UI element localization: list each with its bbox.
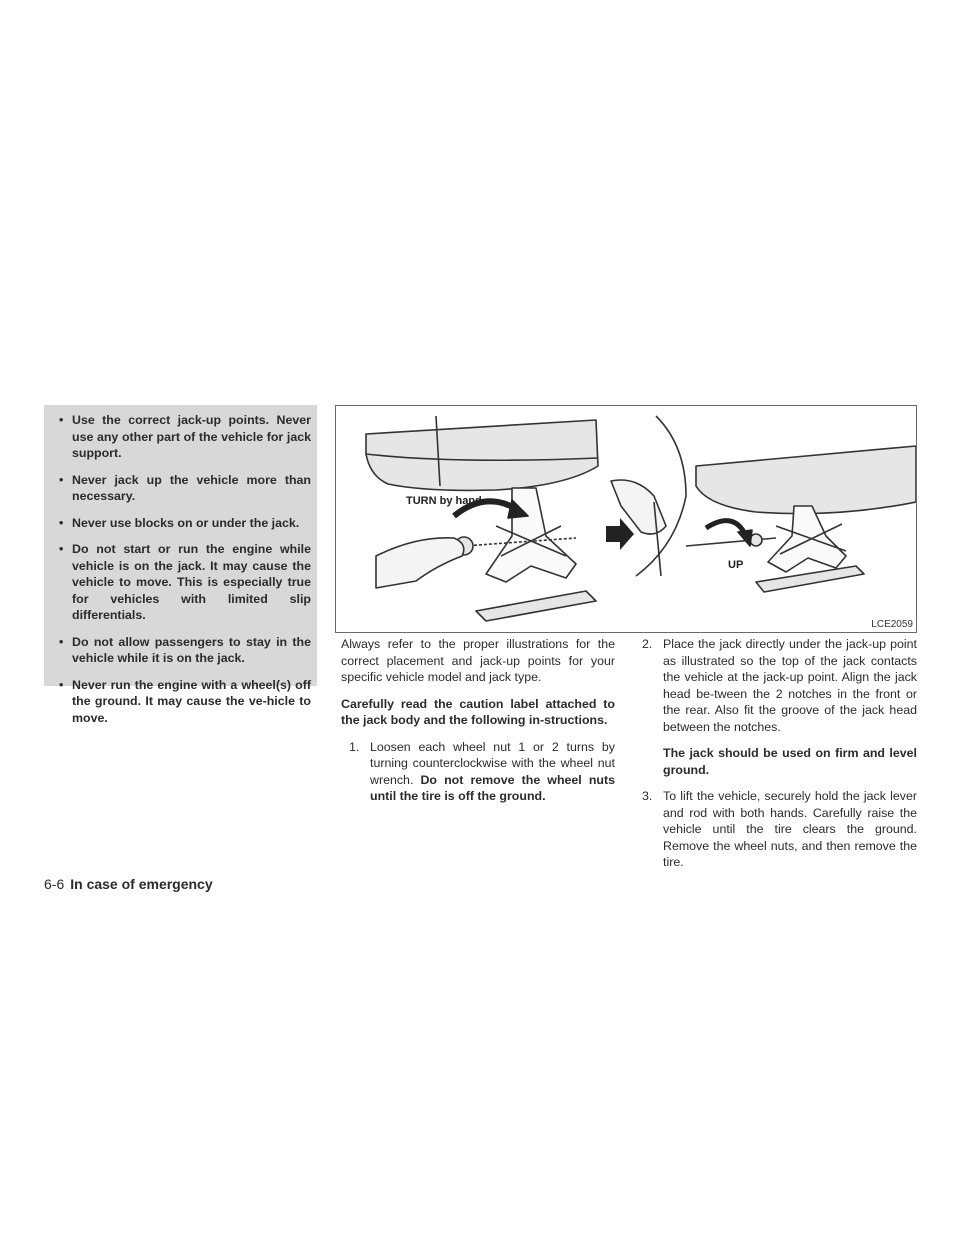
body-column-right	[642, 636, 917, 881]
sequence-arrow	[606, 518, 634, 550]
page-number: 6-6	[44, 876, 65, 892]
step-2-note: The jack should be used on firm and level ground.	[663, 746, 917, 777]
page-footer	[44, 876, 213, 892]
caution-read-paragraph: Carefully read the caution label attached to the jack body and the following in-structions.	[341, 696, 615, 727]
step-3	[642, 788, 917, 871]
caution-box	[44, 405, 317, 725]
caution-item: • Use the correct jack-up points. Never use any other part of the vehicle for jack support.	[58, 412, 311, 462]
section-title: In case of emergency	[70, 876, 213, 892]
step-text: Loosen each wheel nut 1 or 2 turns by turning counterclockwise with the wheel nut wrench.	[370, 739, 615, 787]
intro-paragraph: Always refer to the proper illustrations for the correct placement and jack-up points for your specific vehicle model and jack type.	[341, 637, 615, 684]
step-number: 1.	[349, 739, 360, 754]
caution-item: • Do not allow passengers to stay in the vehicle while it is on the jack.	[58, 634, 311, 667]
up-label: UP	[728, 559, 744, 571]
turn-label: TURN by hand	[406, 495, 482, 507]
caution-item: • Do not start or run the engine while vehicle is on the jack. It may cause the vehicle to move. This is especially true for vehicles with limited slip differentials.	[58, 541, 311, 624]
step-warning: Do not remove the wheel nuts until the tire is off the ground.	[370, 772, 615, 803]
car-body-right	[696, 446, 916, 514]
jack-illustration	[335, 405, 917, 633]
step-text: To lift the vehicle, securely hold the jack lever and rod with both hands. Carefully raise the vehicle until the tire clears the ground. Remove the wheel nuts, and then remove the tire.	[663, 789, 917, 869]
step-1	[349, 739, 615, 805]
step-2	[642, 636, 917, 735]
jack-illustration-drawing	[336, 406, 916, 632]
step-number: 3.	[642, 789, 653, 803]
scissor-jack-right	[768, 506, 846, 572]
caution-item: • Never jack up the vehicle more than necessary.	[58, 472, 311, 505]
caution-item: • Never run the engine with a wheel(s) off the ground. It may cause the ve-hicle to move.	[58, 677, 311, 727]
figure-code: LCE2059	[871, 619, 913, 630]
car-body-left	[366, 420, 598, 490]
step-text: Place the jack directly under the jack-up point as illustrated so the top of the jack contacts the vehicle at the jack-up point. Align the jack head be-tween the 2 notches in the front or the rear. Also fit the groove of the jack head between the notches.	[663, 637, 917, 734]
step-number: 2.	[642, 637, 653, 651]
hand-left	[376, 538, 464, 588]
hand-right	[611, 480, 666, 534]
caution-list	[58, 412, 311, 726]
body-column-left	[341, 636, 615, 815]
caution-item: • Never use blocks on or under the jack.	[58, 515, 311, 532]
